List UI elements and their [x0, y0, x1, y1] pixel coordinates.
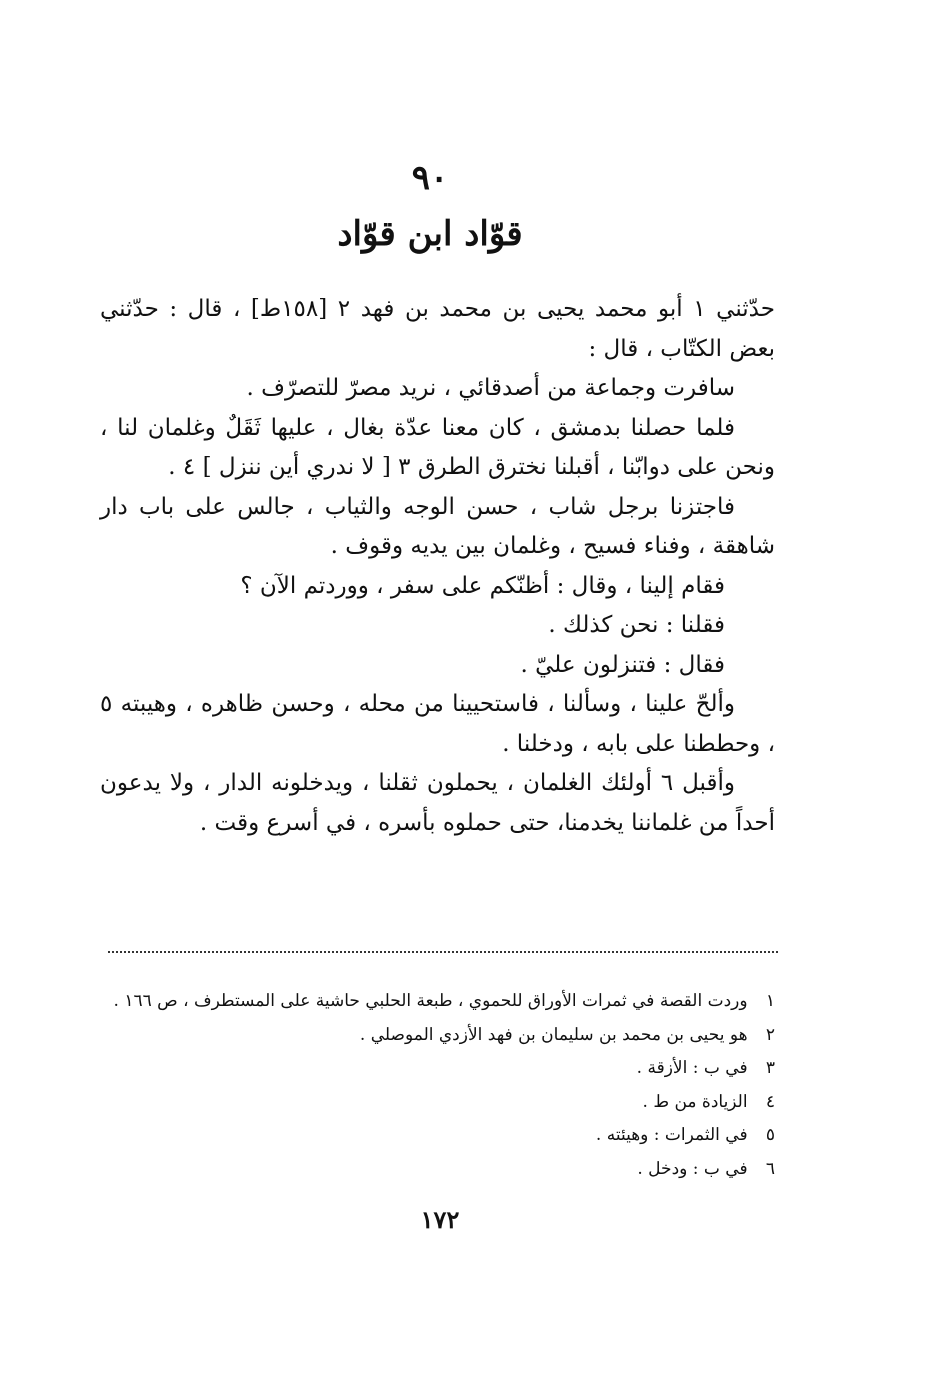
footnote-separator	[108, 951, 778, 953]
footnote	[100, 1052, 775, 1086]
footnote-text: في الثمرات : وهيئته .	[595, 1125, 748, 1145]
footnote	[100, 1153, 775, 1187]
footnote	[100, 1119, 775, 1153]
page-number: ١٧٢	[420, 1205, 460, 1234]
paragraph-2: سافرت وجماعة من أصدقائي ، نريد مصرّ للتصرّف .	[246, 375, 735, 401]
chapter-number: ٩٠	[411, 158, 449, 198]
paragraph-5: فقام إلينا ، وقال : أظنّكم على سفر ، ووردتم الآن ؟	[240, 572, 725, 599]
footnote	[100, 985, 775, 1019]
paragraph-3: فلما حصلنا بدمشق ، كان معنا عدّة بغال ، عليها ثَقَلٌ وغلمان لنا ، ونحن على دوابّنا ، أقبلنا نخترق الطرق ٣ [ لا ندري أين ننزل ] ٤ .	[100, 414, 775, 480]
paragraph-4: فاجتزنا برجل شاب ، حسن الوجه والثياب ، جالس على باب دار شاهقة ، وفناء فسيح ، وغلمان بين يديه وقوف .	[100, 493, 775, 559]
footnote	[100, 1019, 775, 1053]
body-text	[100, 290, 775, 843]
footnote-text: الزيادة من ط .	[642, 1091, 748, 1112]
footnote-number: ٣	[765, 1058, 775, 1078]
footnote-text: وردت القصة في ثمرات الأوراق للحموي ، طبعة الحلبي حاشية على المستطرف ، ص ١٦٦ .	[113, 991, 748, 1011]
paragraph-8: وألحّ علينا ، وسألنا ، فاستحيينا من محله ، وحسن ظاهره ، وهيبته ٥ ، وحططنا على بابه ، ودخلنا .	[100, 691, 775, 757]
paragraph-1: حدّثني ١ أبو محمد يحيى بن محمد بن فهد ٢ [١٥٨ط] ، قال : حدّثني بعض الكتّاب ، قال :	[100, 296, 775, 362]
paragraph-6: فقلنا : نحن كذلك .	[548, 612, 725, 638]
footnote	[100, 1086, 775, 1120]
footnote-number: ٦	[765, 1158, 775, 1179]
paragraph-9: وأقبل ٦ أولئك الغلمان ، يحملون ثقلنا ، ويدخلونه الدار ، ولا يدعون أحداً من غلماننا يخدمنا، حتى حملوه بأسره ، في أسرع وقت .	[100, 770, 775, 836]
footnotes	[100, 985, 775, 1186]
footnote-text: هو يحيى بن محمد بن سليمان بن فهد الأزدي الموصلي .	[359, 1024, 748, 1045]
footnote-number: ٢	[765, 1024, 775, 1045]
footnote-number: ٥	[765, 1125, 775, 1145]
footnote-text: في ب : الأزقة .	[636, 1058, 748, 1078]
footnote-number: ١	[765, 991, 775, 1011]
chapter-title: قوّاد ابن قوّاد	[337, 214, 523, 254]
footnote-number: ٤	[765, 1091, 775, 1112]
footnote-text: في ب : ودخل .	[637, 1158, 748, 1179]
paragraph-7: فقال : فتنزلون عليّ .	[520, 651, 725, 678]
